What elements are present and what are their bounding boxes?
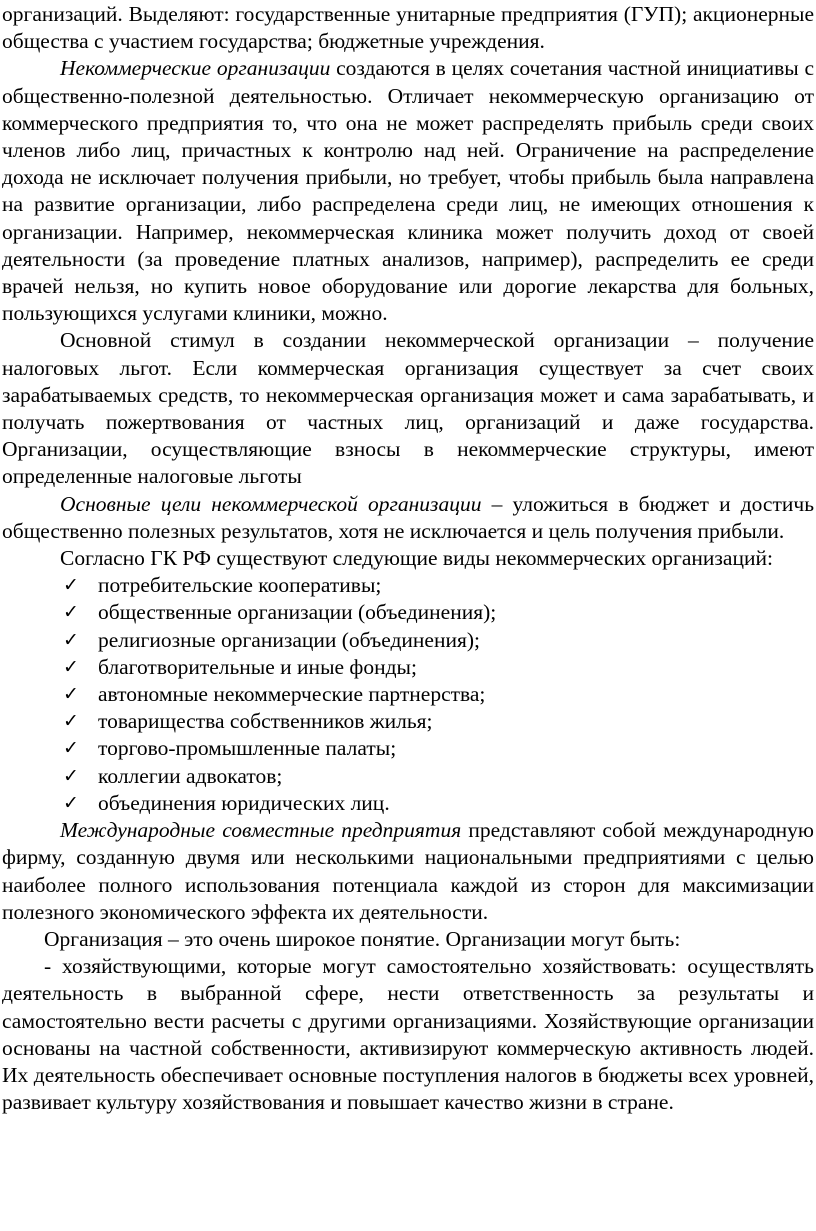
italic-term-goals: Основные цели некоммерческой организации (60, 491, 482, 516)
list-item (2, 627, 814, 654)
paragraph-text: организаций. Выделяют: государственные унитарные предприятия (ГУП); акционерные общества с участием государства; бюджетные учреждения. (2, 2, 814, 54)
checkmark-icon: ✓ (63, 710, 79, 733)
paragraph-budget-enterprises (2, 1, 814, 55)
paragraph-joint-ventures (2, 817, 814, 926)
list-item (2, 790, 814, 817)
list-item (2, 599, 814, 626)
checkmark-icon: ✓ (63, 683, 79, 706)
paragraph-text: создаются в целях сочетания частной инициативы с общественно-полезной деятельностью. Отличает некоммерческую организацию от коммерческого предприятия то, что она не может распределять прибыль среди своих членов либо лиц, причастных к контролю над ней. Ограничение на распределение дохода не исключает получения прибыли, но требует, чтобы прибыль была направлена на развитие организации, либо распределена среди лиц, не имеющих отношения к организации. Например, некоммерческая клиника может получить доход от своей деятельности (за проведение платных анализов, например), распределить ее среди врачей нельзя, но купить новое оборудование или дорогие лекарства для больных, пользующихся услугами клиники, можно. (2, 56, 815, 326)
list-item (2, 681, 814, 708)
list-item-text: религиозные организации (объединения); (98, 627, 480, 652)
checkmark-icon: ✓ (63, 628, 79, 651)
list-item-text: автономные некоммерческие партнерства; (98, 682, 486, 707)
paragraph-nonprofit-goals (2, 491, 814, 545)
paragraph-text: Согласно ГК РФ существуют следующие виды некоммерческих организаций: (60, 546, 773, 571)
list-item-text: торгово-промышленные палаты; (98, 736, 397, 761)
list-item-text: объединения юридических лиц. (98, 790, 390, 815)
list-item (2, 572, 814, 599)
paragraph-text: представляют собой международную фирму, созданную двумя или несколькими национальными предприятиями с целью наиболее полного использования потенциала каждой из сторон для максимизации полезного экономического эффекта их деятельности. (2, 818, 814, 924)
list-item-text: товарищества собственников жилья; (98, 709, 433, 734)
paragraph-organization-concept (2, 926, 814, 953)
paragraph-text: Организация – это очень широкое понятие. Организации могут быть: (44, 926, 681, 951)
checkmark-icon: ✓ (63, 791, 79, 814)
paragraph-nonprofit-stimulus (2, 327, 814, 490)
list-item-text: благотворительные и иные фонды; (98, 654, 417, 679)
nonprofit-types-list (2, 572, 814, 817)
checkmark-icon: ✓ (63, 601, 79, 624)
paragraph-nonprofit-definition (2, 55, 814, 327)
paragraph-text: – уложиться в бюджет и достичь общественно полезных результатов, хотя не исключается и цель получения прибыли. (2, 491, 814, 543)
list-item-text: потребительские кооперативы; (98, 573, 382, 598)
list-item (2, 735, 814, 762)
checkmark-icon: ✓ (63, 574, 79, 597)
list-item (2, 654, 814, 681)
paragraph-text: - хозяйствующими, которые могут самостоятельно хозяйствовать: осуществлять деятельность в выбранной сфере, нести ответственность за результаты и самостоятельно вести расчеты с другими организациями. Хозяйствующие организации основаны на частной собственности, активизируют коммерческую активность людей. Их деятельность обеспечивает основные поступления налогов в бюджеты всех уровней, развивает культуру хозяйствования и повышает качество жизни в стране. (2, 954, 814, 1115)
list-item-text: общественные организации (объединения); (98, 600, 497, 625)
checkmark-icon: ✓ (63, 655, 79, 678)
list-item (2, 763, 814, 790)
list-item-text: коллегии адвокатов; (98, 763, 283, 788)
checkmark-icon: ✓ (63, 737, 79, 760)
italic-term-nonprofit: Некоммерческие организации (60, 56, 331, 81)
paragraph-economic-organizations (2, 953, 814, 1116)
checkmark-icon: ✓ (63, 764, 79, 787)
italic-term-joint-ventures: Международные совместные предприятия (60, 818, 462, 843)
list-item (2, 708, 814, 735)
paragraph-nonprofit-types-intro (2, 545, 814, 572)
paragraph-text: Основной стимул в создании некоммерческой организации – получение налоговых льгот. Если коммерческая организация существует за счет своих зарабатываемых средств, то некоммерческая организация может и сама зарабатывать, и получать пожертвования от частных лиц, организаций и даже государства. Организации, осуществляющие взносы в некоммерческие структуры, имеют определенные налоговые льготы (2, 328, 814, 489)
